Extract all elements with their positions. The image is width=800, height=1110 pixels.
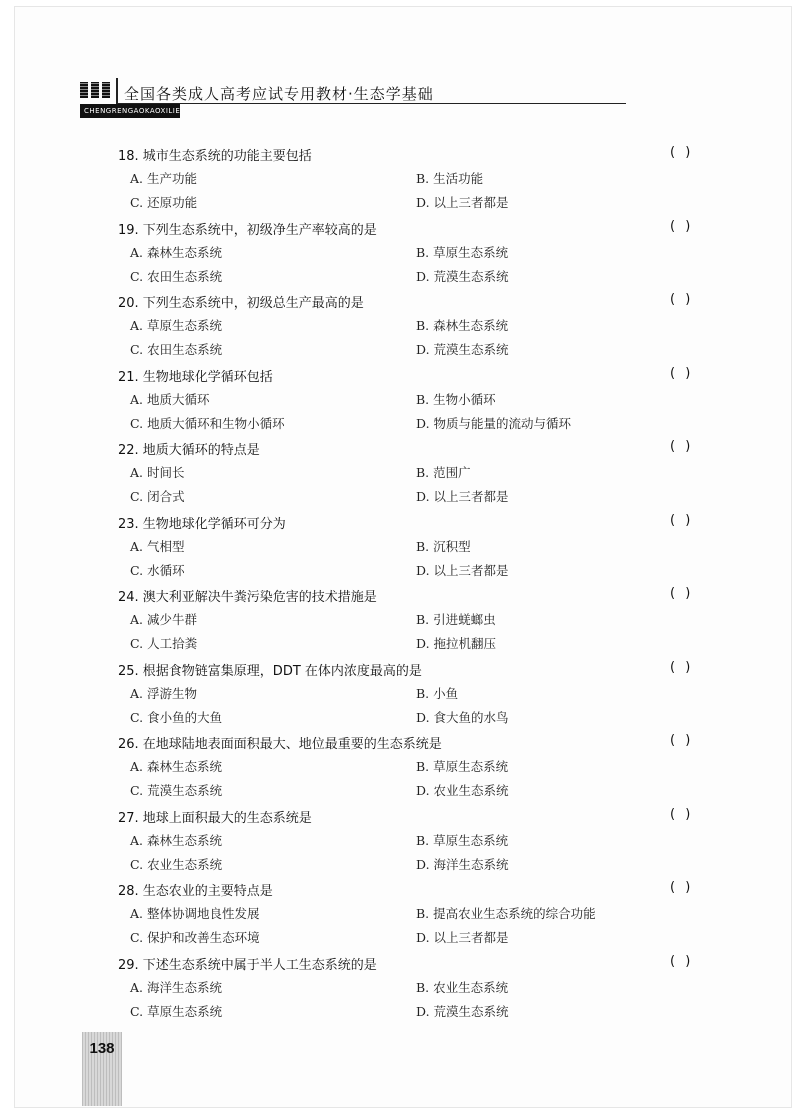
option-d: D. 以上三者都是 [416,195,509,210]
question-stem: 26. 在地球陆地表面面积最大、地位最重要的生态系统是 [118,737,442,752]
option-a: A. 海洋生态系统 [130,979,222,995]
option-a: A. 气相型 [130,538,185,554]
option-d: D. 物质与能量的流动与循环 [416,415,572,431]
option-c: C. 农田生态系统 [130,268,223,284]
option-c: C. 人工拾粪 [130,636,198,651]
answer-blank: ( ) [670,145,694,160]
answer-blank: ( ) [670,439,694,454]
option-b: B. 草原生态系统 [416,832,509,848]
answer-blank: ( ) [670,880,694,895]
question-stem: 28. 生态农业的主要特点是 [118,884,273,899]
option-a: A. 减少牛群 [130,612,197,627]
page-number: 138 [89,1040,115,1057]
option-b: B. 范围广 [416,465,471,480]
option-d: D. 荒漠生态系统 [416,342,509,357]
option-c: C. 保护和改善生态环境 [130,930,260,945]
answer-blank: ( ) [670,659,694,675]
option-b: B. 生活功能 [416,171,484,186]
option-c: C. 荒漠生态系统 [130,783,223,798]
option-b: B. 森林生态系统 [416,318,509,333]
question-stem: 25. 根据食物链富集原理，DDT 在体内浓度最高的是 [118,663,422,679]
option-c: C. 农田生态系统 [130,342,223,357]
option-d: D. 拖拉机翻压 [416,636,497,651]
question-stem: 18. 城市生态系统的功能主要包括 [118,149,312,164]
option-b: B. 引进蜣螂虫 [416,612,496,627]
question-stem: 24. 澳大利亚解决牛粪污染危害的技术措施是 [118,590,377,605]
question-stem: 22. 地质大循环的特点是 [118,443,260,458]
option-c: C. 地质大循环和生物小循环 [130,415,285,431]
option-a: A. 时间长 [130,465,185,480]
question-stem: 19. 下列生态系统中，初级净生产率较高的是 [118,222,377,238]
question-stem: 29. 下述生态系统中属于半人工生态系统的是 [118,957,377,973]
question-stem: 21. 生物地球化学循环包括 [118,369,273,385]
option-c: C. 水循环 [130,562,185,578]
option-c: C. 食小鱼的大鱼 [130,709,223,725]
question-stem: 23. 生物地球化学循环可分为 [118,516,286,532]
header-title: 全国各类成人高考应试专用教材·生态学基础 [124,85,434,103]
option-d: D. 荒漠生态系统 [416,268,509,284]
answer-blank: ( ) [670,806,694,822]
option-b: B. 农业生态系统 [416,979,509,995]
option-c: C. 农业生态系统 [130,856,223,872]
option-b: B. 小鱼 [416,685,459,701]
option-a: A. 森林生态系统 [130,832,222,848]
option-c: C. 还原功能 [130,195,198,210]
option-a: A. 草原生态系统 [130,318,222,333]
header-series-tag: CHENGRENGAOKAOXILIE [80,104,180,118]
answer-blank: ( ) [670,953,694,969]
option-d: D. 海洋生态系统 [416,856,509,872]
option-b: B. 草原生态系统 [416,759,509,774]
option-d: D. 以上三者都是 [416,562,509,578]
answer-blank: ( ) [670,733,694,748]
option-c: C. 闭合式 [130,489,185,504]
option-d: D. 农业生态系统 [416,783,509,798]
option-a: A. 整体协调地良性发展 [130,906,260,921]
question-stem: 20. 下列生态系统中，初级总生产最高的是 [118,296,364,311]
option-a: A. 森林生态系统 [130,759,222,774]
option-b: B. 沉积型 [416,538,471,554]
question-stem: 27. 地球上面积最大的生态系统是 [118,810,312,826]
answer-blank: ( ) [670,586,694,601]
option-a: A. 生产功能 [130,171,197,186]
option-d: D. 荒漠生态系统 [416,1003,509,1019]
option-d: D. 以上三者都是 [416,930,509,945]
answer-blank: ( ) [670,292,694,307]
option-b: B. 草原生态系统 [416,244,509,260]
option-a: A. 浮游生物 [130,685,197,701]
option-b: B. 生物小循环 [416,391,496,407]
option-a: A. 地质大循环 [130,391,210,407]
header-rule [118,103,626,104]
option-d: D. 食大鱼的水鸟 [416,709,509,725]
answer-blank: ( ) [670,218,694,234]
option-c: C. 草原生态系统 [130,1003,223,1019]
answer-blank: ( ) [670,365,694,381]
option-b: B. 提高农业生态系统的综合功能 [416,906,596,921]
option-d: D. 以上三者都是 [416,489,509,504]
answer-blank: ( ) [670,512,694,528]
option-a: A. 森林生态系统 [130,244,222,260]
